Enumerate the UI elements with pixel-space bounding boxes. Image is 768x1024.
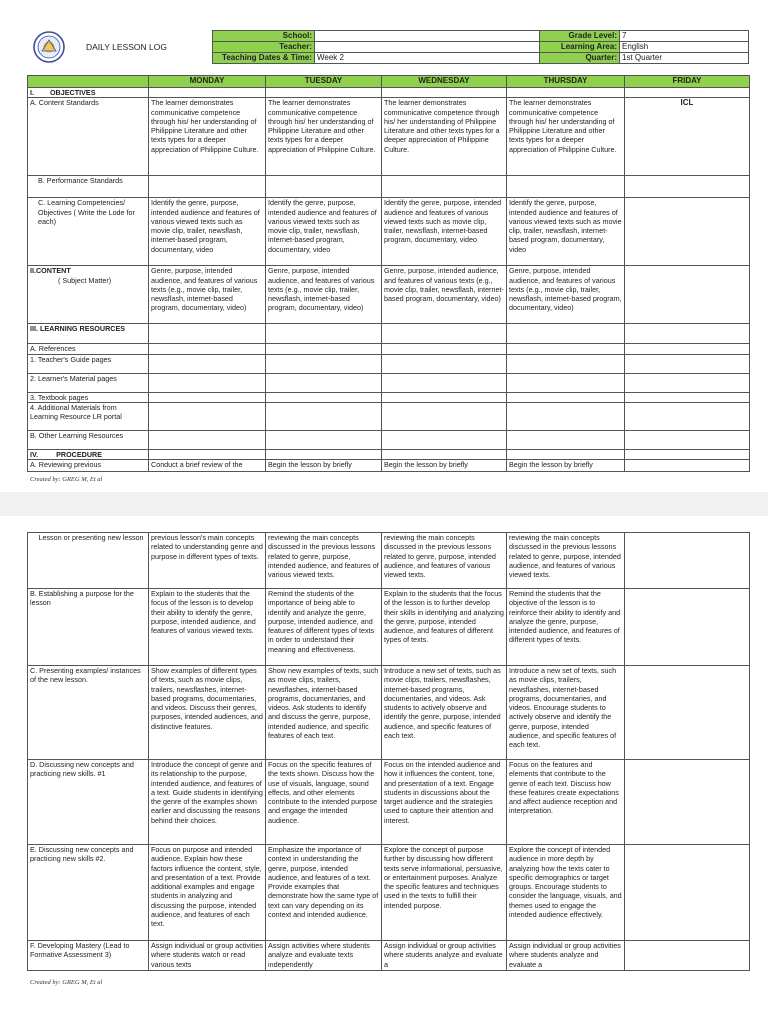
discussing2-tuesday: Emphasize the importance of context in understanding the genre, purpose, intended audience, and features of a text. Provide examples that demonstrate how the same type of text can vary depending on its context and intended audience. [266,845,382,941]
school-value [315,31,540,42]
section-content-subtitle: ( Subject Matter) [58,275,112,285]
content-standards-wednesday: The learner demonstrates communicative competence through his/ her understanding of Philippine Literature and other texts types for a deeper appreciation of Philippine Culture. [382,98,507,176]
section-procedure: IV. PROCEDURE [28,449,149,459]
competencies-monday: Identify the genre, purpose, intended audience and features of various viewed texts such as movie clip, trailer, newsflash, internet-based program, documentary, video [149,198,266,266]
day-header-tuesday: TUESDAY [266,76,382,88]
section-objectives: I. OBJECTIVES [28,88,149,98]
reviewing-tuesday-start: Begin the lesson by briefly [266,460,382,472]
discussing1-thursday: Focus on the features and elements that contribute to the genre of each text. Discuss how these features create expectations and affect audience reception and interpretation. [507,760,625,845]
friday-icl: ICL [625,98,750,176]
competencies-thursday: Identify the genre, purpose, intended audience and features of various viewed texts such as movie clip, trailer, newsflash, internet-based program, documentary, video [507,198,625,266]
row-label-discussing-1: D. Discussing new concepts and practicing new skills. #1 [28,760,149,845]
discussing2-wednesday: Explore the concept of purpose further by discussing how different texts serve informational, persuasive, or entertainment purposes. Analyze the specific features and techniques used in the texts to fulfill their intended purpose. [382,845,507,941]
row-label-learners-material: 2. Learner's Material pages [28,373,149,392]
document-title: DAILY LESSON LOG [86,42,167,52]
section-learning-resources: III. LEARNING RESOURCES [28,324,149,344]
section-content [28,266,149,324]
day-header-monday: MONDAY [149,76,266,88]
presenting-tuesday: Show new examples of texts, such as movie clips, trailers, newsflashes, internet-based programs, documentaries, and videos. Ask students to identify and discuss the genre, purpose, intended audience, and specific features of each text. [266,666,382,760]
row-label-reviewing-continued: Lesson or presenting new lesson [28,533,149,589]
row-label-presenting: C. Presenting examples/ instances of the new lesson. [28,666,149,760]
footer-credit-page1: Created by: GREG M, Et al [30,476,103,483]
mastery-monday: Assign individual or group activities where students watch or read various texts [149,941,266,971]
establishing-monday: Explain to the students that the focus of the lesson is to develop their ability to identify the genre, purpose, intended audience, and features of various viewed texts. [149,589,266,666]
mastery-wednesday: Assign individual or group activities where students analyze and evaluate a [382,941,507,971]
presenting-thursday: Introduce a new set of texts, such as movie clips, trailers, newsflashes, internet-based programs, documentaries, and videos. Encourage students to actively observe and identify the genre, purpose, intended audience, and specific features of each text. [507,666,625,760]
presenting-monday: Show examples of different types of texts, such as movie clips, trailers, newsflashes, internet-based programs, documentaries, and videos. Discuss their genres, purposes, intended audiences, and distinctive features. [149,666,266,760]
grade-level-value: 7 [620,31,749,42]
discussing1-wednesday: Focus on the intended audience and how it influences the content, tone, and presentation of a text. Engage students in discussions about the target audience and the strategies used to capture their attention and interest. [382,760,507,845]
teacher-label: Teacher: [213,42,315,53]
page-separator [0,492,768,516]
content-monday: Genre, purpose, intended audience, and features of various texts (e.g., movie clip, trailer, newsflash, internet-based program, documentary, video) [149,266,266,324]
header-table [212,30,749,64]
row-label-textbook: 3. Textbook pages [28,392,149,402]
competencies-tuesday: Identify the genre, purpose, intended audience and features of various viewed texts such as movie clip, trailer, newsflash, internet-based program, documentary, video [266,198,382,266]
row-label-mastery: F. Developing Mastery (Lead to Formative Assessment 3) [28,941,149,971]
establishing-tuesday: Remind the students of the importance of being able to identify and analyze the genre, purpose, intended audience, and features of different types of texts in order to understand their meaning and effectiveness. [266,589,382,666]
reviewing-wednesday-start: Begin the lesson by briefly [382,460,507,472]
day-header-friday: FRIDAY [625,76,750,88]
row-label-establishing: B. Establishing a purpose for the lesson [28,589,149,666]
teaching-dates-value: Week 2 [315,53,540,64]
footer-credit-page2: Created by: GREG M, Et al [30,979,103,986]
mastery-tuesday: Assign activities where students analyze and evaluate texts independently [266,941,382,971]
reviewing-thursday: reviewing the main concepts discussed in the previous lessons related to genre, purpose, intended audience, and features of various viewed texts. [507,533,625,589]
day-header-thursday: THURSDAY [507,76,625,88]
row-label-performance-standards: B. Performance Standards [28,176,149,198]
mastery-thursday: Assign individual or group activities where students analyze and evaluate a [507,941,625,971]
deped-seal-logo [33,31,65,63]
quarter-label: Quarter: [540,53,620,64]
reviewing-tuesday: reviewing the main concepts discussed in the previous lessons related to genre, purpose, intended audience, and features of various viewed texts. [266,533,382,589]
school-label: School: [213,31,315,42]
reviewing-monday-start: Conduct a brief review of the [149,460,266,472]
establishing-thursday: Remind the students that the objective of the lesson is to reinforce their ability to identify and analyze the genre, purpose, intended audience, and features of different types of texts. [507,589,625,666]
reviewing-thursday-start: Begin the lesson by briefly [507,460,625,472]
content-standards-monday: The learner demonstrates communicative competence through his/ her understanding of Philippine Literature and other texts types for a deeper appreciation of Philippine Culture. [149,98,266,176]
row-label-competencies: C. Learning Competencies/ Objectives ( Write the Lode for each) [28,198,149,266]
competencies-wednesday: Identify the genre, purpose, intended audience and features of various viewed texts such as movie clip, trailer, newsflash, internet-based program, documentary, video [382,198,507,266]
establishing-wednesday: Explain to the students that the focus of the lesson is to further develop their skills in identifying and analyzing the genre, purpose, intended audience, and features of different types of texts. [382,589,507,666]
grade-level-label: Grade Level: [540,31,620,42]
discussing1-tuesday: Focus on the specific features of the texts shown. Discuss how the use of visuals, language, sound effects, and other elements contribute to the intended purpose and engage the intended audience. [266,760,382,845]
discussing2-thursday: Explore the concept of intended audience in more depth by analyzing how the texts cater to specific demographics or target groups. Encourage students to consider the language, visuals, and themes used to engage the intended audience effectively. [507,845,625,941]
row-label-references: A. References [28,344,149,354]
discussing1-monday: Introduce the concept of genre and its relationship to the purpose, intended audience, and features of a text. Guide students in identifying the genre of the examples shown earlier and discussing the reasons behind their choices. [149,760,266,845]
content-standards-thursday: The learner demonstrates communicative competence through his/ her understanding of Philippine Literature and other texts types for a deeper appreciation of Philippine Culture. [507,98,625,176]
discussing2-monday: Focus on purpose and intended audience. Explain how these factors influence the content, style, and presentation of a text. Provide additional examples and engage students in analyzing and discussing the purpose, intended audience, and features of each text. [149,845,266,941]
content-wednesday: Genre, purpose, intended audience, and features of various texts (e.g., movie clip, trailer, newsflash, internet-based program, documentary, video) [382,266,507,324]
teaching-dates-label: Teaching Dates & Time: [213,53,315,64]
row-label-other-resources: B. Other Learning Resources [28,430,149,449]
content-thursday: Genre, purpose, intended audience, and features of various texts (e.g., movie clip, trailer, newsflash, internet-based program, documentary, video) [507,266,625,324]
reviewing-monday: previous lesson's main concepts related to understanding genre and purpose in different types of texts. [149,533,266,589]
content-tuesday: Genre, purpose, intended audience, and features of various texts (e.g., movie clip, trailer, newsflash, internet-based program, documentary, video) [266,266,382,324]
row-label-content-standards: A. Content Standards [28,98,149,176]
lesson-log-table-page2 [27,532,750,971]
lesson-log-table-page1 [27,75,750,472]
content-standards-tuesday: The learner demonstrates communicative competence through his/ her understanding of Philippine Literature and other texts types for a deeper appreciation of Philippine Culture. [266,98,382,176]
row-label-teachers-guide: 1. Teacher's Guide pages [28,354,149,373]
corner-cell [28,76,149,88]
row-label-additional-materials: 4. Additional Materials from Learning Resource LR portal [28,402,149,430]
learning-area-value: English [620,42,749,53]
reviewing-wednesday: reviewing the main concepts discussed in the previous lessons related to genre, purpose, intended audience, and features of various viewed texts. [382,533,507,589]
quarter-value: 1st Quarter [620,53,749,64]
learning-area-label: Learning Area: [540,42,620,53]
row-label-reviewing: A. Reviewing previous [28,460,149,472]
row-label-discussing-2: E. Discussing new concepts and practicing new skills #2. [28,845,149,941]
teacher-value [315,42,540,53]
day-header-wednesday: WEDNESDAY [382,76,507,88]
presenting-wednesday: Introduce a new set of texts, such as movie clips, trailers, newsflashes, internet-based programs, documentaries, and videos. Ask students to actively observe and identify the genre, purpose, intended audience, and specific features of each text. [382,666,507,760]
section-content-title: II.CONTENT [30,266,71,276]
